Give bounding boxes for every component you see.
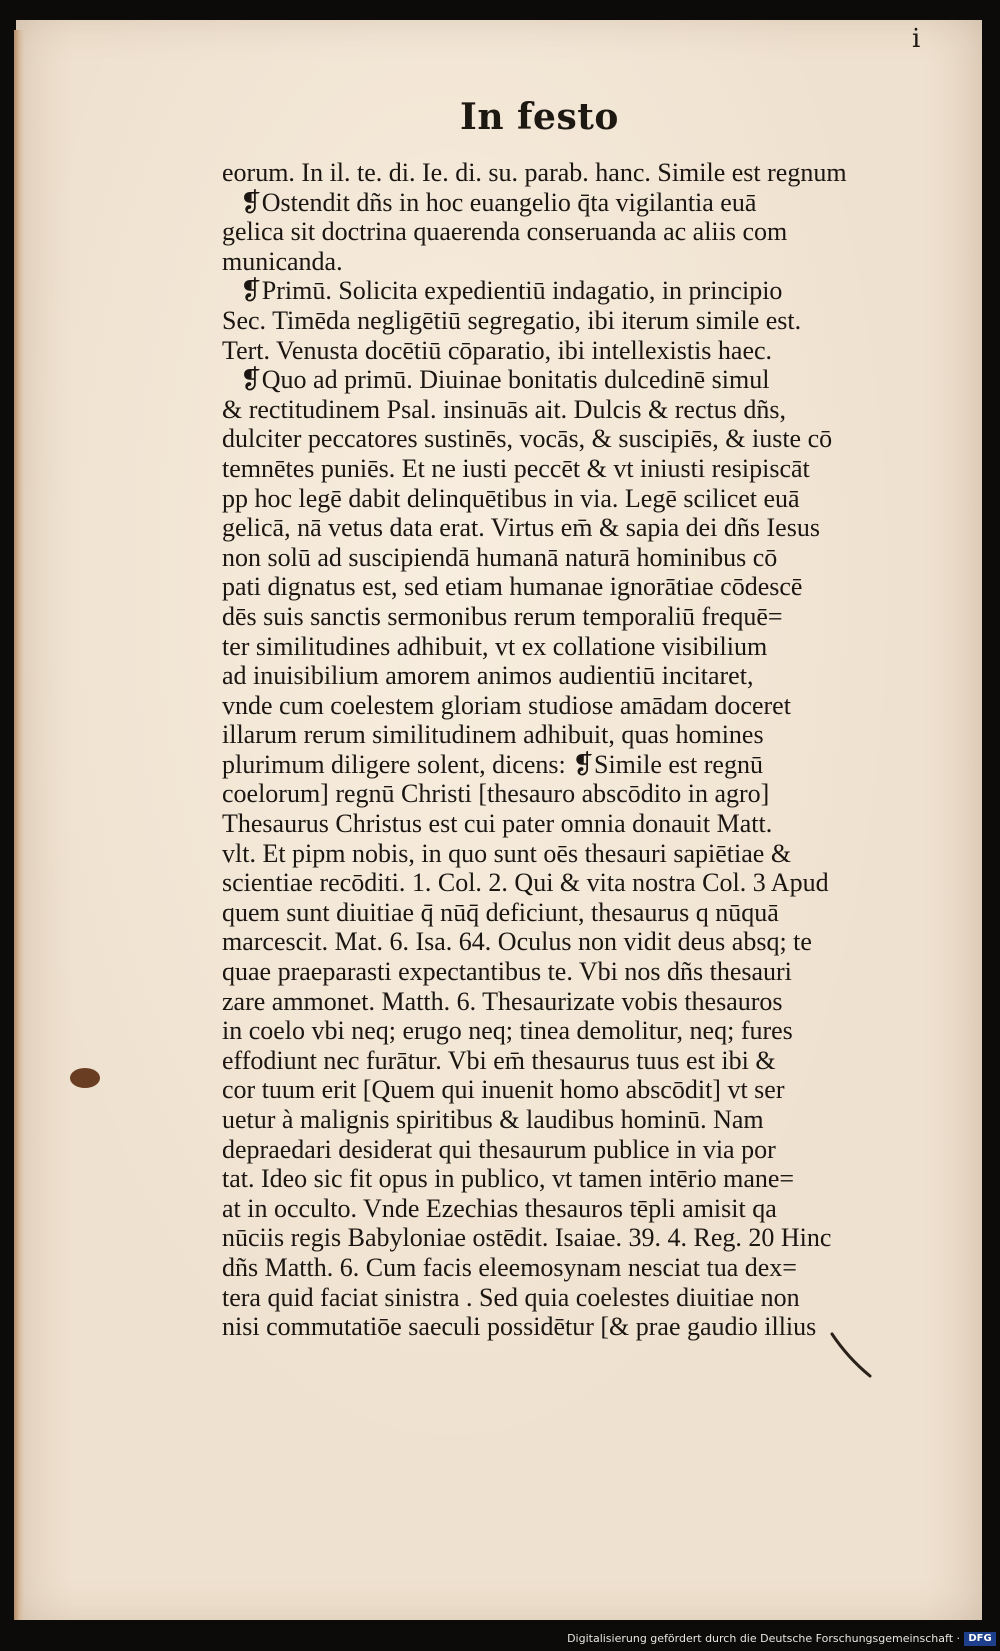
- folio-mark: i: [912, 24, 921, 54]
- text-line: cor tuum erit [Quem qui inuenit homo abscōdit] vt ser: [222, 1075, 785, 1105]
- text-line: Thesaurus Christus est cui pater omnia donauit Matt.: [222, 809, 773, 839]
- funding-credit: Digitalisierung gefördert durch die Deutsche Forschungsgemeinschaft ·: [567, 1632, 960, 1645]
- text-line: nisi commutatiōe saeculi possidētur [& prae gaudio illius: [222, 1312, 817, 1342]
- text-line: scientiae recōditi. 1. Col. 2. Qui & vita nostra Col. 3 Apud: [222, 868, 829, 898]
- dfg-logo: DFG: [964, 1632, 996, 1646]
- text-line: depraedari desiderat qui thesaurum publice in via por: [222, 1134, 776, 1164]
- text-line: nūciis regis Babyloniae ostēdit. Isaiae. 39. 4. Reg. 20 Hinc: [222, 1223, 832, 1253]
- text-line: vnde cum coelestem gloriam studiose amādam doceret: [222, 690, 791, 720]
- text-line: ad inuisibilium amorem animos audientiū incitaret,: [222, 661, 754, 691]
- text-line: Tert. Venusta docētiū cōparatio, ibi intellexistis haec.: [222, 335, 773, 365]
- page-edge: [14, 30, 24, 1620]
- text-line: dñs Matth. 6. Cum facis eleemosynam nesciat tua dex=: [222, 1252, 797, 1282]
- text-line: pp hoc legē dabit delinquētibus in via. Legē scilicet euā: [222, 483, 800, 513]
- text-line: zare ammonet. Matth. 6. Thesaurizate vobis thesauros: [222, 986, 783, 1016]
- running-head: In festo: [460, 96, 619, 138]
- text-line: eorum. In il. te. di. Ie. di. su. parab. hanc. Simile est regnum: [222, 158, 847, 187]
- text-line: illarum rerum similitudinem adhibuit, quas homines: [222, 720, 764, 750]
- text-line: & rectitudinem Psal. insinuās ait. Dulcis & rectus dñs,: [222, 394, 786, 424]
- text-line: dēs suis sanctis sermonibus rerum temporaliū frequē=: [222, 601, 783, 631]
- text-line: marcescit. Mat. 6. Isa. 64. Oculus non vidit deus absq; te: [222, 927, 812, 957]
- text-line: vlt. Et pipm nobis, in quo sunt oēs thesauri sapiētiae &: [222, 838, 792, 868]
- text-line: municanda.: [222, 246, 343, 276]
- text-line: ❡Ostendit dñs in hoc euangelio q̄ta vigilantia euā: [240, 187, 757, 217]
- text-line: gelica sit doctrina quaerenda conseruanda ac aliis com: [222, 217, 788, 247]
- text-line: in coelo vbi neq; erugo neq; tinea demolitur, neq; fures: [222, 1016, 793, 1046]
- text-line: quae praeparasti expectantibus te. Vbi nos dñs thesauri: [222, 957, 792, 987]
- text-line: effodiunt nec furātur. Vbi em̄ thesaurus tuus est ibi &: [222, 1045, 776, 1075]
- text-line: non solū ad suscipiendā humanā naturā hominibus cō: [222, 542, 778, 572]
- text-line: temnētes puniēs. Et ne iusti peccēt & vt iniusti resipiscāt: [222, 453, 810, 483]
- text-line: at in occulto. Vnde Ezechias thesauros tēpli amisit qa: [222, 1193, 777, 1223]
- text-line: uetur à malignis spiritibus & laudibus hominū. Nam: [222, 1105, 764, 1134]
- text-line: dulciter peccatores sustinēs, vocās, & suscipiēs, & iuste cō: [222, 424, 833, 454]
- text-line: ❡Quo ad primū. Diuinae bonitatis dulcedinē simul: [240, 365, 770, 395]
- text-line: coelorum] regnū Christi [thesauro abscōdito in agro]: [222, 779, 770, 809]
- text-line: gelicā, nā vetus data erat. Virtus em̄ & sapia dei dñs Iesus: [222, 513, 820, 543]
- text-line: ❡Primū. Solicita expedientiū indagatio, in principio: [240, 276, 783, 306]
- text-line: tat. Ideo sic fit opus in publico, vt tamen intērio mane=: [222, 1164, 795, 1194]
- text-line: pati dignatus est, sed etiam humanae ignorātiae cōdescē: [222, 572, 803, 602]
- text-block: [222, 158, 912, 1342]
- ink-stain: [70, 1068, 100, 1088]
- text-line: Sec. Timēda negligētiū segregatio, ibi iterum simile est.: [222, 305, 802, 335]
- text-line: quem sunt diuitiae q̄ nūq̄ deficiunt, thesaurus q nūquā: [222, 897, 779, 927]
- text-line: ter similitudines adhibuit, vt ex collatione visibilium: [222, 631, 768, 661]
- pen-stroke-mark: [830, 1330, 876, 1380]
- text-line: plurimum diligere solent, dicens: ❡Simile est regnū: [222, 749, 763, 779]
- text-line: tera quid faciat sinistra . Sed quia coelestes diuitiae non: [222, 1282, 800, 1312]
